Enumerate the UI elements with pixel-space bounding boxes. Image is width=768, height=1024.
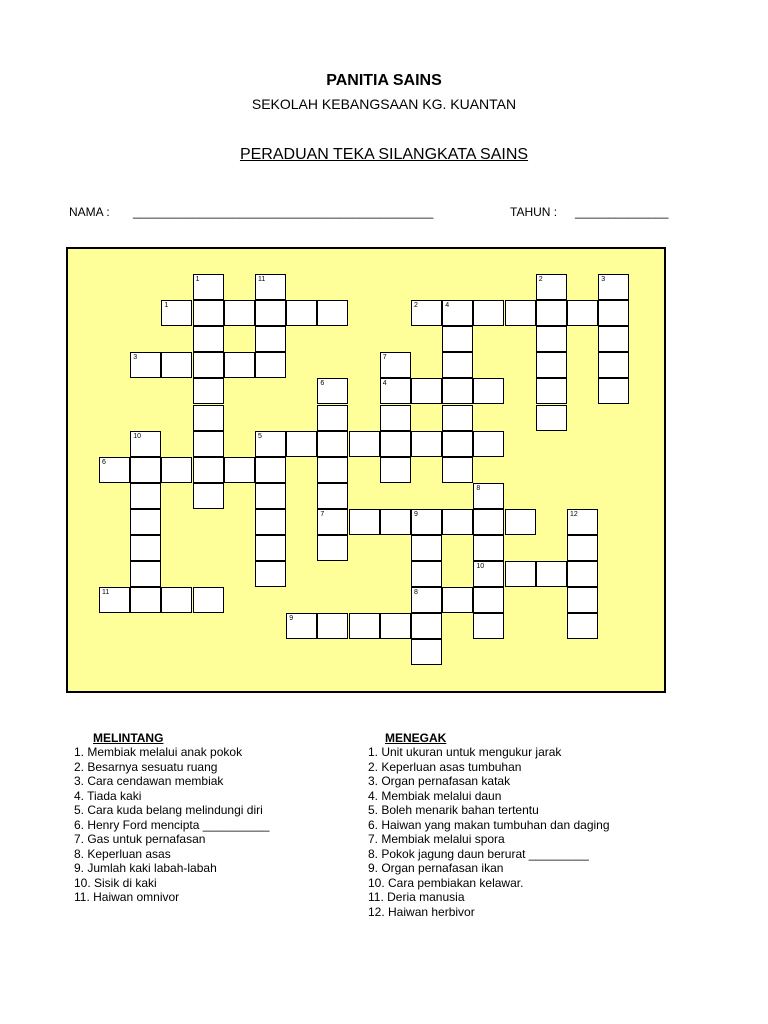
- year-label: TAHUN :: [510, 205, 558, 219]
- grid-cell[interactable]: [317, 483, 348, 509]
- grid-cell[interactable]: [567, 561, 598, 587]
- grid-cell[interactable]: [380, 352, 411, 378]
- grid-cell[interactable]: [193, 431, 224, 457]
- grid-cell[interactable]: [130, 535, 161, 561]
- cell-number: 7: [382, 354, 387, 362]
- grid-cell[interactable]: [317, 300, 348, 326]
- grid-cell[interactable]: [255, 274, 286, 300]
- grid-cell[interactable]: [130, 587, 161, 613]
- grid-cell[interactable]: [317, 535, 348, 561]
- grid-cell[interactable]: [473, 431, 504, 457]
- contest-title: [0, 146, 768, 164]
- grid-cell[interactable]: [442, 378, 473, 404]
- cell-number: 11: [102, 589, 110, 597]
- grid-cell[interactable]: [598, 352, 629, 378]
- grid-cell[interactable]: [317, 613, 348, 639]
- grid-cell[interactable]: [567, 300, 598, 326]
- down-clue: 7. Membiak melalui spora: [368, 832, 505, 846]
- down-clue: 12. Haiwan herbivor: [368, 904, 475, 919]
- grid-cell[interactable]: [161, 587, 192, 613]
- grid-cell[interactable]: [411, 587, 442, 613]
- grid-cell[interactable]: [286, 300, 317, 326]
- grid-cell[interactable]: [99, 587, 130, 613]
- grid-cell[interactable]: [380, 457, 411, 483]
- grid-cell[interactable]: [255, 535, 286, 561]
- down-clue: 6. Haiwan yang makan tumbuhan dan daging: [368, 817, 610, 832]
- down-clue: 5. Boleh menarik bahan tertentu: [368, 803, 539, 817]
- grid-cell[interactable]: [161, 352, 192, 378]
- grid-cell[interactable]: [317, 509, 348, 535]
- grid-cell[interactable]: [317, 405, 348, 431]
- across-clue: 2. Besarnya sesuatu ruang: [74, 759, 218, 774]
- grid-cell[interactable]: [473, 483, 504, 509]
- grid-cell[interactable]: [473, 300, 504, 326]
- contest-title-text: PERADUAN TEKA SILANGKATA SAINS: [239, 146, 529, 163]
- across-clue: 5. Cara kuda belang melindungi diri: [74, 803, 263, 817]
- grid-cell[interactable]: [193, 378, 224, 404]
- grid-cell[interactable]: [130, 509, 161, 535]
- grid-cell[interactable]: [317, 378, 348, 404]
- name-field[interactable]: _____________________________________________: [133, 205, 434, 219]
- grid-cell[interactable]: [193, 326, 224, 352]
- cell-number: 10: [476, 563, 485, 571]
- grid-cell[interactable]: [442, 300, 473, 326]
- grid-cell[interactable]: [193, 405, 224, 431]
- grid-cell[interactable]: [411, 431, 442, 457]
- school-name: SEKOLAH KEBANGSAAN KG. KUANTAN: [251, 96, 517, 112]
- across-clue: 3. Cara cendawan membiak: [74, 774, 224, 788]
- grid-cell[interactable]: [255, 561, 286, 587]
- grid-cell[interactable]: [130, 457, 161, 483]
- grid-cell[interactable]: [567, 509, 598, 535]
- grid-cell[interactable]: [255, 431, 286, 457]
- cell-number: 11: [258, 276, 266, 283]
- cell-number: 7: [320, 510, 325, 518]
- grid-cell[interactable]: [224, 300, 255, 326]
- cell-number: 8: [476, 484, 481, 492]
- cell-number: 9: [289, 615, 294, 623]
- grid-cell[interactable]: [598, 326, 629, 352]
- grid-cell[interactable]: [193, 300, 224, 326]
- grid-cell[interactable]: [349, 431, 380, 457]
- grid-cell[interactable]: [567, 587, 598, 613]
- name-label: NAMA :: [69, 205, 110, 219]
- across-clue: 10. Sisik di kaki: [74, 875, 157, 890]
- grid-cell[interactable]: [380, 613, 411, 639]
- crossword-board: [66, 247, 666, 693]
- grid-cell[interactable]: [193, 483, 224, 509]
- cell-number: 5: [258, 432, 262, 440]
- grid-cell[interactable]: [411, 613, 442, 639]
- grid-cell[interactable]: [161, 300, 192, 326]
- grid-cell[interactable]: [505, 509, 536, 535]
- grid-cell[interactable]: [317, 431, 348, 457]
- cell-number: 3: [133, 354, 138, 362]
- grid-cell[interactable]: [255, 457, 286, 483]
- down-clue: 3. Organ pernafasan katak: [368, 774, 511, 788]
- grid-cell[interactable]: [380, 405, 411, 431]
- grid-cell[interactable]: [505, 561, 536, 587]
- across-heading: MELINTANG: [93, 731, 164, 745]
- grid-cell[interactable]: [255, 352, 286, 378]
- grid-cell[interactable]: [255, 326, 286, 352]
- cell-number: 1: [195, 276, 200, 283]
- grid-cell[interactable]: [536, 300, 567, 326]
- cell-number: 6: [102, 458, 106, 466]
- grid-cell[interactable]: [130, 352, 161, 378]
- grid-cell[interactable]: [473, 378, 504, 404]
- cell-number: 10: [133, 432, 141, 440]
- grid-cell[interactable]: [349, 613, 380, 639]
- cell-number: 4: [445, 302, 450, 310]
- committee-title: PANITIA SAINS: [326, 72, 442, 89]
- grid-cell[interactable]: [224, 457, 255, 483]
- grid-cell[interactable]: [473, 561, 504, 587]
- grid-cell[interactable]: [286, 613, 317, 639]
- across-clue: 6. Henry Ford mencipta __________: [74, 817, 270, 832]
- grid-cell[interactable]: [193, 352, 224, 378]
- grid-cell[interactable]: [193, 587, 224, 613]
- cell-number: 2: [538, 276, 543, 283]
- across-clue: 8. Keperluan asas: [74, 846, 171, 861]
- grid-cell[interactable]: [380, 431, 411, 457]
- grid-cell[interactable]: [536, 274, 567, 300]
- grid-cell[interactable]: [317, 457, 348, 483]
- grid-cell[interactable]: [99, 457, 130, 483]
- grid-cell[interactable]: [224, 352, 255, 378]
- grid-cell[interactable]: [473, 587, 504, 613]
- grid-cell[interactable]: [411, 300, 442, 326]
- grid-cell[interactable]: [411, 639, 442, 665]
- grid-cell[interactable]: [193, 274, 224, 300]
- cell-number: 8: [414, 589, 418, 597]
- grid-cell[interactable]: [130, 483, 161, 509]
- grid-cell[interactable]: [442, 352, 473, 378]
- grid-cell[interactable]: [411, 561, 442, 587]
- down-clue: 10. Cara pembiakan kelawar.: [368, 875, 524, 890]
- cell-number: 3: [601, 276, 606, 283]
- cell-number: 1: [164, 302, 169, 310]
- across-clue: 9. Jumlah kaki labah-labah: [74, 861, 217, 875]
- grid-cell[interactable]: [473, 535, 504, 561]
- cell-number: 12: [570, 510, 578, 518]
- grid-cell[interactable]: [286, 431, 317, 457]
- across-clue: 7. Gas untuk pernafasan: [74, 832, 206, 846]
- grid-cell[interactable]: [536, 405, 567, 431]
- grid-cell[interactable]: [505, 300, 536, 326]
- grid-cell[interactable]: [567, 535, 598, 561]
- grid-cell[interactable]: [193, 457, 224, 483]
- grid-cell[interactable]: [411, 535, 442, 561]
- down-clue: 11. Deria manusia: [368, 890, 465, 904]
- cell-number: 9: [414, 510, 418, 518]
- grid-cell[interactable]: [161, 457, 192, 483]
- grid-cell[interactable]: [536, 378, 567, 404]
- grid-cell[interactable]: [380, 378, 411, 404]
- grid-cell[interactable]: [598, 378, 629, 404]
- grid-cell[interactable]: [411, 509, 442, 535]
- down-heading: MENEGAK: [385, 731, 447, 745]
- grid-cell[interactable]: [130, 431, 161, 457]
- grid-cell[interactable]: [442, 457, 473, 483]
- grid-cell[interactable]: [598, 300, 629, 326]
- grid-cell[interactable]: [536, 352, 567, 378]
- across-clue: 1. Membiak melalui anak pokok: [74, 745, 243, 759]
- across-clue: 11. Haiwan omnivor: [74, 890, 180, 904]
- across-clue: 4. Tiada kaki: [74, 788, 142, 803]
- cell-number: 4: [382, 380, 387, 388]
- grid-cell[interactable]: [442, 509, 473, 535]
- grid-cell[interactable]: [598, 274, 629, 300]
- cell-number: 6: [320, 380, 325, 388]
- grid-cell[interactable]: [442, 326, 473, 352]
- grid-cell[interactable]: [255, 509, 286, 535]
- year-field[interactable]: ______________: [575, 205, 669, 219]
- grid-cell[interactable]: [380, 509, 411, 535]
- grid-cell[interactable]: [567, 613, 598, 639]
- grid-cell[interactable]: [442, 587, 473, 613]
- down-clue: 2. Keperluan asas tumbuhan: [368, 759, 522, 774]
- grid-cell[interactable]: [349, 509, 380, 535]
- grid-cell[interactable]: [442, 405, 473, 431]
- grid-cell[interactable]: [130, 561, 161, 587]
- grid-cell[interactable]: [442, 431, 473, 457]
- grid-cell[interactable]: [411, 378, 442, 404]
- grid-cell[interactable]: [473, 509, 504, 535]
- down-clue: 9. Organ pernafasan ikan: [368, 861, 504, 875]
- down-clue: 4. Membiak melalui daun: [368, 788, 502, 803]
- grid-cell[interactable]: [536, 561, 567, 587]
- grid-cell[interactable]: [255, 300, 286, 326]
- grid-cell[interactable]: [255, 483, 286, 509]
- grid-cell[interactable]: [473, 613, 504, 639]
- down-clue: 1. Unit ukuran untuk mengukur jarak: [368, 745, 562, 759]
- grid-cell[interactable]: [536, 326, 567, 352]
- down-clue: 8. Pokok jagung daun berurat _________: [368, 846, 589, 861]
- cell-number: 2: [414, 302, 418, 310]
